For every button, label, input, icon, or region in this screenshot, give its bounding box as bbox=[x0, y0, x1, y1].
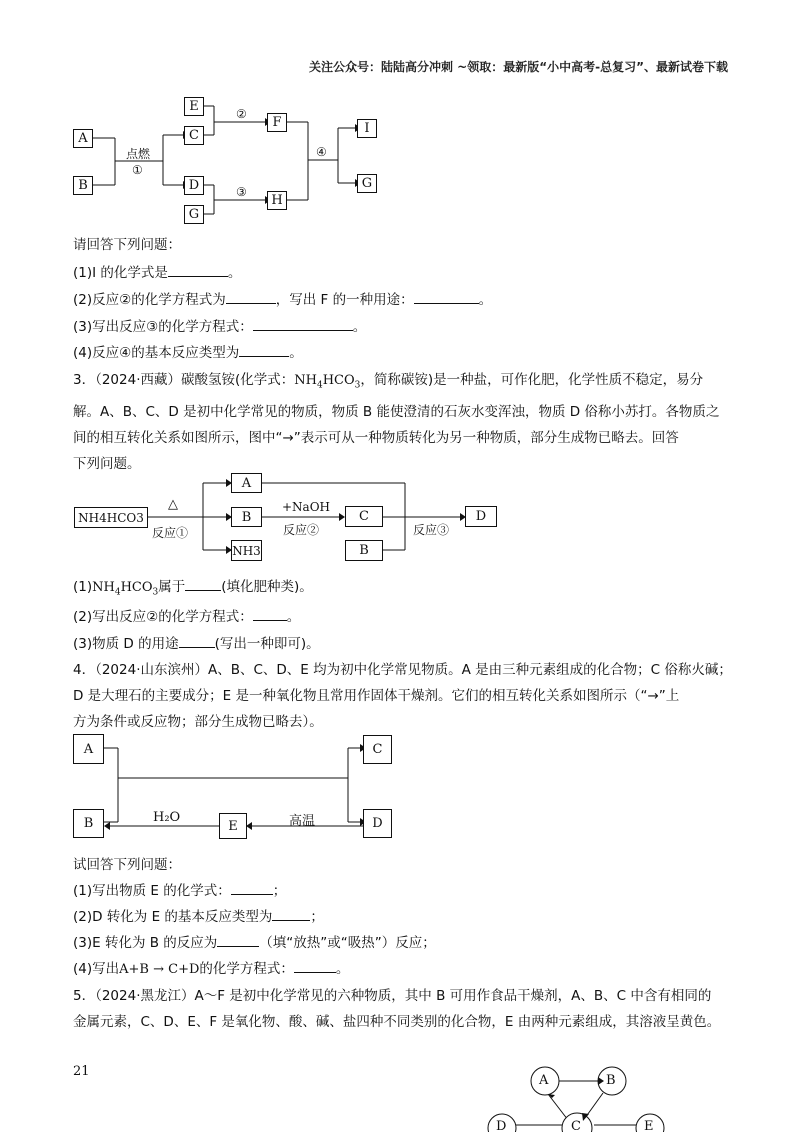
node-c: C bbox=[571, 1119, 581, 1134]
box-nh4hco3: NH4HCO3 bbox=[74, 507, 148, 528]
q2-sub3: (3)写出反应③的化学方程式： 。 bbox=[73, 315, 366, 335]
box-g-right: G bbox=[357, 174, 377, 193]
box-h: H bbox=[267, 191, 287, 210]
label-reaction-4: ④ bbox=[316, 145, 327, 159]
box-nh3: NH3 bbox=[231, 540, 262, 561]
question-5-text: 5．（2024·黑龙江）A～F 是初中化学常见的六种物质，其中 B 可用作食品干燥剂，A、B、C 中含有相同的 金属元素，C、D、E、F 是氧化物、酸、碱、盐四种不同类别的化合物，E 由两种元素组成，其溶液呈黄色。 bbox=[73, 988, 721, 1030]
label-h2o: H₂O bbox=[153, 810, 181, 825]
label-high-temperature: 高温 bbox=[289, 814, 316, 829]
box-b: B bbox=[231, 507, 262, 527]
box-a: A bbox=[73, 734, 104, 764]
box-a: A bbox=[231, 473, 262, 493]
box-i: I bbox=[357, 119, 377, 138]
label-reaction-1: 反应① bbox=[152, 526, 189, 540]
q3-sub3: (3)物质 D 的用途 (写出一种即可)。 bbox=[73, 632, 320, 652]
box-c: C bbox=[184, 126, 204, 145]
question-3-text: 3．（2024·西藏）碳酸氢铵(化学式：$NH_4HCO_3$，简称碳铵)是一种盐，可作化肥，化学性质不稳定，易分 解。A、B、C、D 是初中化学常见的物质，物质 B 能使澄清的石灰水变浑浊，物质 D 俗称小苏打。各物质之 间的相互转化关系如图所示，图中“→”表示可从一种物质转化为另一种物质，部分生成物已略去。回答 下列问题。 bbox=[73, 372, 720, 472]
box-b-second: B bbox=[345, 540, 383, 561]
question-4-text: 4．（2024·山东滨州）A、B、C、D、E 均为初中化学常见物质。A 是由三种元素组成的化合物；C 俗称火碱； D 是大理石的主要成分；E 是一种氧化物且常用作固体干燥剂。它们的相互转化关系如图所示（“→”上 方为条件或反应物；部分生成物已略去）。 bbox=[73, 662, 732, 730]
q4-sub1: (1)写出物质 E 的化学式： ； bbox=[73, 879, 286, 899]
q4-sub4: (4)写出A+B → C+D的化学方程式： 。 bbox=[73, 957, 349, 977]
box-a: A bbox=[73, 129, 93, 148]
label-reaction-3: ③ bbox=[236, 185, 247, 199]
q3-sub2: (2)写出反应②的化学方程式： 。 bbox=[73, 605, 300, 625]
box-b: B bbox=[73, 809, 104, 838]
node-b: B bbox=[606, 1073, 616, 1088]
label-heat: △ bbox=[168, 497, 178, 512]
label-reaction-2: 反应② bbox=[283, 523, 320, 537]
page-header: 关注公众号：陆陆高分冲刺 ~领取：最新版“小中高考-总复习”、最新试卷下载 bbox=[309, 60, 728, 74]
box-b: B bbox=[73, 176, 93, 195]
label-reaction-3: 反应③ bbox=[413, 523, 450, 537]
q2-intro: 请回答下列问题： bbox=[73, 237, 181, 253]
box-e: E bbox=[184, 97, 204, 116]
box-e: E bbox=[219, 813, 247, 839]
box-f: F bbox=[267, 113, 287, 132]
box-d: D bbox=[184, 176, 204, 195]
q4-intro: 试回答下列问题： bbox=[73, 857, 181, 873]
label-naoh: +NaOH bbox=[282, 500, 331, 514]
box-d: D bbox=[363, 809, 392, 838]
q4-sub3: (3)E 转化为 B 的反应为 （填“放热”或“吸热”）反应； bbox=[73, 931, 436, 951]
label-reaction-1: ① bbox=[132, 163, 143, 177]
box-c: C bbox=[345, 506, 383, 527]
q3-sub1: $(1)NH_4HCO_3$属于 (填化肥种类)。 bbox=[73, 575, 313, 598]
node-e: E bbox=[644, 1119, 654, 1134]
box-g-bottom: G bbox=[184, 205, 204, 224]
q2-sub2: (2)反应②的化学方程式为 ，写出 F 的一种用途： 。 bbox=[73, 288, 492, 308]
page-number: 21 bbox=[73, 1064, 90, 1079]
box-d: D bbox=[465, 506, 497, 527]
node-d: D bbox=[496, 1119, 507, 1134]
node-a: A bbox=[539, 1073, 549, 1088]
label-ignite: 点燃 bbox=[126, 147, 151, 161]
formula-nh4hco3: $NH_4HCO_3$ bbox=[294, 373, 361, 391]
equation: A+B → C+D bbox=[119, 962, 200, 977]
box-c: C bbox=[363, 735, 392, 764]
q2-sub1: (1)I 的化学式是 。 bbox=[73, 261, 241, 281]
q4-sub2: (2)D 转化为 E 的基本反应类型为 ； bbox=[73, 905, 324, 925]
q2-sub4: (4)反应④的基本反应类型为 。 bbox=[73, 341, 303, 361]
label-reaction-2: ② bbox=[236, 107, 247, 121]
